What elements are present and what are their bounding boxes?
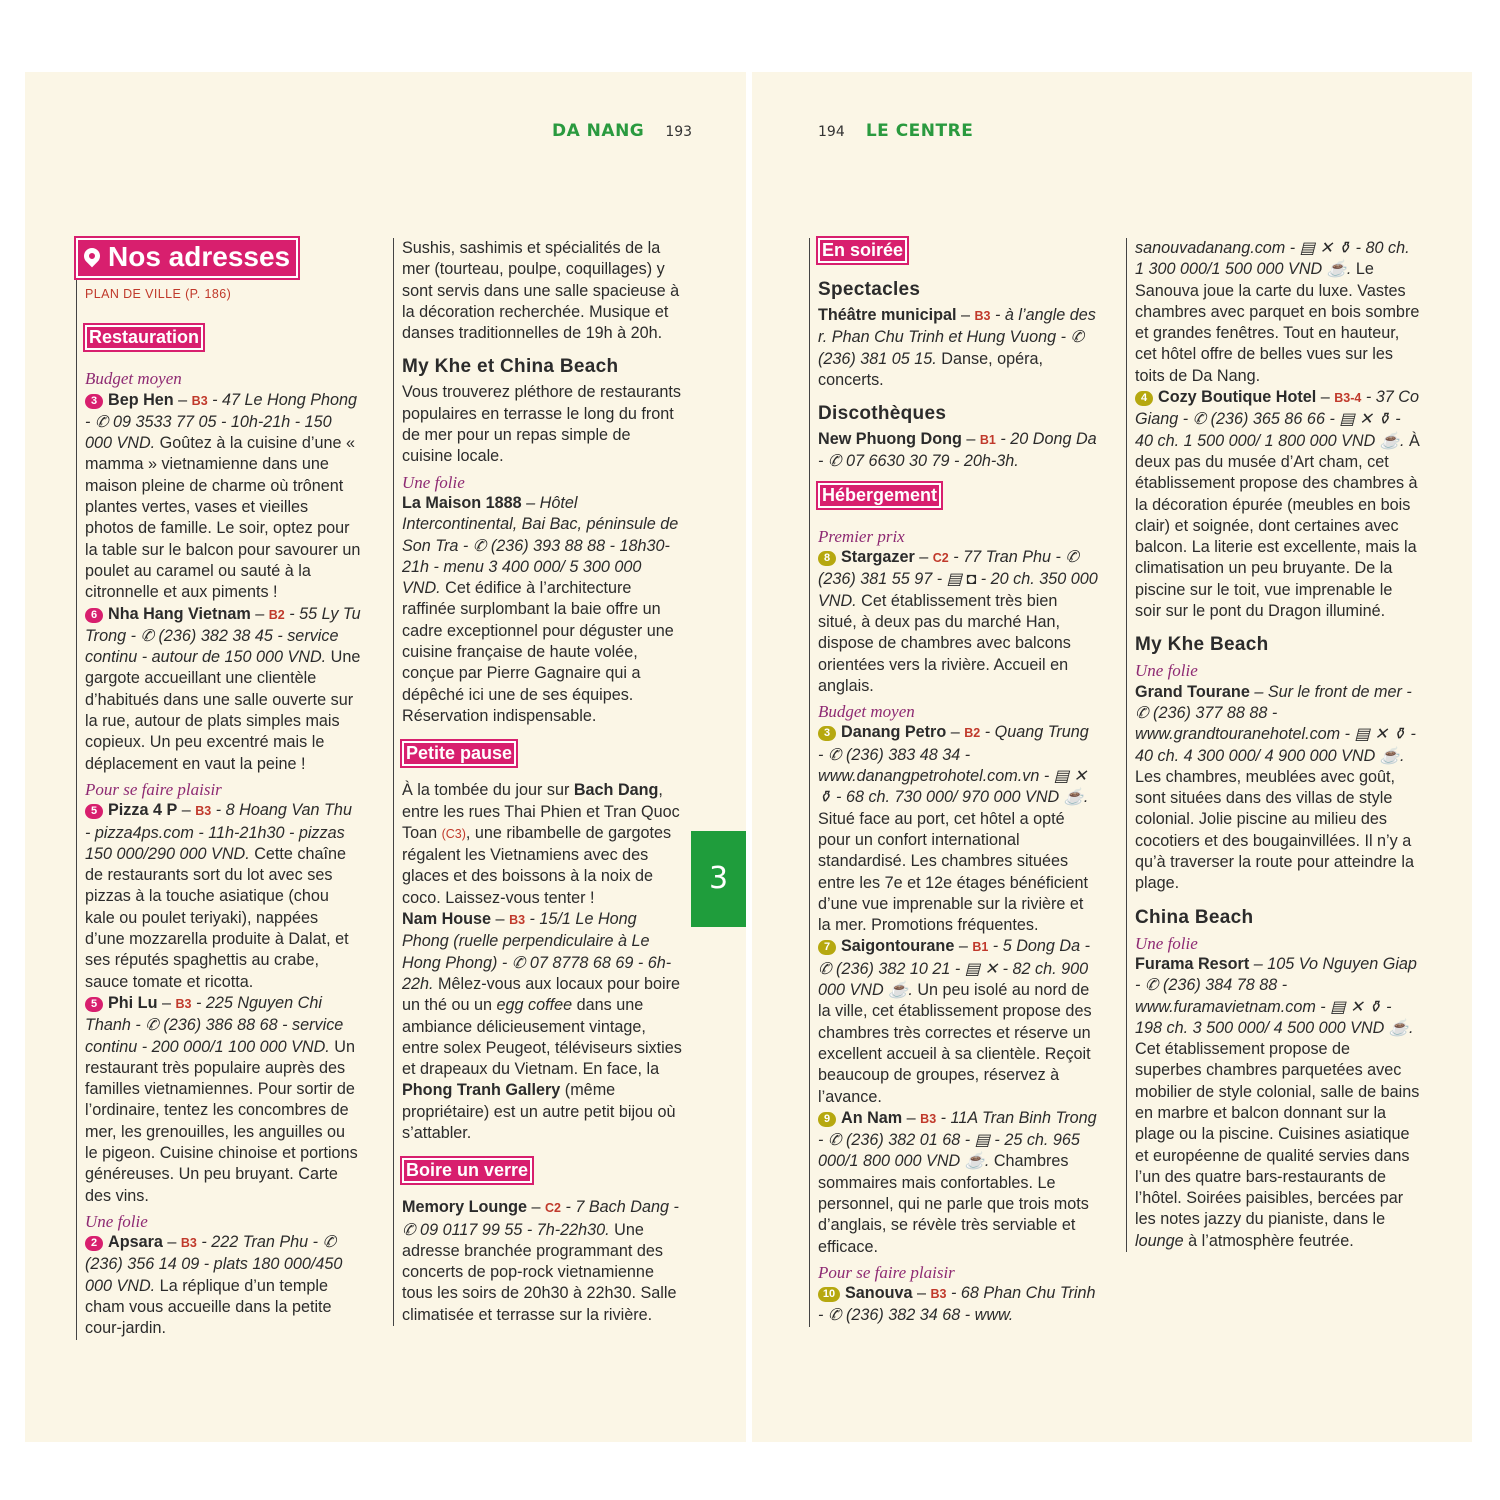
entry-text: Les chambres, meublées avec goût, sont situées dans des villas de style colonial. Jolie piscine au milieu des cocotiers et des bougainvillées. Il n’y a qu’à traverser la route pour atteindre la plage. [1135,767,1414,893]
entry-details: - 8 Hoang Van Thu - pizza4ps.com - 11h-21h30 - pizzas 150 000/290 000 VND. [85,801,352,863]
gallery-name: Phong Tranh Gallery [402,1081,561,1100]
entry-sanouva-continued [1135,238,1420,387]
entry-text: (même propriétaire) est un autre petit bijou où s’attabler. [402,1081,676,1142]
entry-details: - 68 Phan Chu Trinh - ✆ (236) 382 34 68 - www. [818,1284,1096,1325]
budget-moyen-label: Budget moyen [818,702,915,722]
entry-name: Saigontourane [841,937,955,956]
pause-text-part: , une ribambelle de gargotes régalent les Vietnamiens avec des glaces et des boissons à la noix de coco. Laissez-vous tenter ! [402,823,672,907]
map-ref: B3 [180,1236,197,1251]
location-pin-icon [81,245,104,268]
entry-pizza-4p: 5 Pizza 4 P – B3 - 8 Hoang Van Thu - pizza4ps.com - 11h-21h30 - pizzas 150 000/290 000 VND. Cette chaîne de restaurants sort du lot avec ses pizzas à la touche asiatique (chou kale ou poulet teriyaki), nappées d’une mozzarella produite à Dalat, et ses réputés spaghettis au crabe, sauce tomate et ricotta. [85,801,352,991]
entry-name: Apsara [108,1233,163,1252]
entry-number-badge: 3 [818,726,836,741]
subhead-my-khe-beach: My Khe Beach [1135,634,1269,656]
entry-apsara: 2 Apsara – B3 - 222 Tran Phu - ✆ (236) 356 14 09 - plats 180 000/450 000 VND. La réplique d’un temple cham vous accueille dans la petite cour-jardin. [85,1233,343,1338]
entry-name: La Maison 1888 [402,493,522,512]
map-ref: C2 [545,1201,561,1216]
entry-number-badge: 9 [818,1112,836,1127]
entry-grand-tourane [1135,682,1420,895]
entry-number-badge: 5 [85,997,103,1012]
entry-text: Chambres sommaires mais confortables. Le personnel, qui ne parle que trois mots d’anglais, se révèle très serviable et efficace. [818,1152,1089,1256]
main-heading-text: Nos adresses [108,241,291,272]
entry-details: - 47 Le Hong Phong - ✆ 09 3533 77 05 - 10h-21h - 150 000 VND. [85,390,358,453]
entry-new-phuong-dong: New Phuong Dong – B1 - 20 Dong Da - ✆ 07 6630 30 79 - 20h-3h. [818,430,1097,471]
entry-details: - Quang Trung - ✆ (236) 383 48 34 - www.danangpetrohotel.com.vn - ▤ ✕ ⚱ - 68 ch. 730 000/ 970 000 VND ☕. [818,723,1089,807]
entry-text: Une gargote accueillant une clientèle d’habitués dans une salle ouverte sur la rue, autour de plats simples mais copieux. Un peu excentré mais le déplacement en vaut la peine ! [85,648,361,773]
pour-se-faire-plaisir-label: Pour se faire plaisir [818,1262,955,1282]
premier-prix-label: Premier prix [818,526,905,546]
entry-number-badge: 7 [818,940,836,955]
left-running-header [552,121,692,141]
entry-name: Théâtre municipal [818,306,957,324]
entry-name: Memory Lounge [402,1198,528,1217]
right-column-2 [1126,238,1420,1252]
entry-details: - 77 Tran Phu - ✆ (236) 381 55 97 - ▤ ◘ - 20 ch. 350 000 VND. [818,548,1098,610]
section-petite-pause: Petite pause [402,741,516,766]
entry-number-badge: 5 [85,804,103,819]
map-ref: B1 [972,940,989,955]
entry-text: Cet établissement très bien situé, à deux pas du marché Han, dispose de chambres avec balcons orientées vers la rivière. Accueil en anglais. [818,591,1071,695]
map-link: PLAN DE VILLE (P. 186) [85,287,232,301]
map-ref: C2 [932,551,949,566]
chapter-tab: 3 [691,831,746,927]
subhead-discotheques: Discothèques [818,403,947,425]
map-ref: (C3) [441,826,466,841]
entry-text: Cette chaîne de restaurants sort du lot avec ses pizzas à la touche asiatique (chou kale ou poulet teriyaki), nappées d’une mozzarella produite à Dalat, et ses réputés spaghettis au crabe, sauce tomate et ricotta. [85,844,349,991]
entry-number-badge: 8 [818,551,836,566]
entry-danang-petro: 3 Danang Petro – B2 - Quang Trung - ✆ (236) 383 48 34 - www.danangpetrohotel.com.vn - ▤ ✕ ⚱ - 68 ch. 730 000/ 970 000 VND ☕. Situé face au port, cet hôtel a opté pour un confort international standardisé. Les chambres situées entre les 7e et 12e étages bénéficient d’une vue imprenable sur la rivière et la mer. Promotions fréquentes. [818,723,1089,935]
entry-nha-hang-vietnam: 6 Nha Hang Vietnam – B2 - 55 Ly Tu Trong - ✆ (236) 382 38 45 - service continu - autour de 150 000 VND. Une gargote accueillant une clientèle d’habitués dans une salle ouverte sur la rue, autour de plats simples mais copieux. Un peu excentré mais le déplacement en vaut la peine ! [85,604,361,773]
entry-text: Mêlez-vous aux locaux pour boire un thé ou un [402,974,681,1015]
map-ref: B3 [920,1111,937,1126]
entry-text: Une adresse branchée programmant des concerts de pop-rock vietnamienne tous les soirs de 20h30 à 22h30. Salle climatisée et terrasse sur la rivière. [402,1220,677,1324]
entry-sanouva: 10 Sanouva – B3 - 68 Phan Chu Trinh - ✆ (236) 382 34 68 - www. [818,1284,1096,1325]
entry-number-badge: 6 [85,608,103,623]
entry-number-badge: 2 [85,1236,103,1251]
entry-text: à l’atmosphère feutrée. [1183,1231,1354,1250]
entry-details: - 222 Tran Phu - ✆ (236) 356 14 09 - plats 180 000/450 000 VND. [85,1233,343,1295]
entry-name: Danang Petro [841,723,947,742]
entry-name: Nam House [402,910,492,929]
entry-details: - 20 Dong Da - ✆ 07 6630 30 79 - 20h-3h. [818,430,1097,471]
entry-theatre-municipal: Théâtre municipal – B3 - à l’angle des r. Phan Chu Trinh et Hung Vuong - ✆ (236) 381 05 15. Danse, opéra, concerts. [818,306,1096,389]
section-en-soiree: En soirée [818,238,907,263]
section-boire-un-verre: Boire un verre [402,1158,532,1183]
entry-name: Bep Hen [108,390,174,409]
entry-details: – Hôtel Intercontinental, Bai Bac, péninsule de Son Tra - ✆ (236) 393 88 88 - 18h30-21h - menu 3 400 000/ 5 300 000 VND. [402,493,679,598]
subhead-spectacles: Spectacles [818,279,921,300]
entry-text: dans une ambiance délicieusement vintage, entre solex Peugeot, téléviseurs sixties et drapeaux du Vietnam. En face, la [402,996,682,1079]
map-ref: B3 [175,996,192,1011]
map-ref: B2 [964,726,981,741]
entry-name: Stargazer [841,548,915,567]
entry-text: Situé face au port, cet hôtel a opté pour un confort international standardisé. Les chambres situées entre les 7e et 12e étages bénéficient d’une vue imprenable sur la rivière et la mer. Promotions fréquentes. [818,809,1088,935]
right-header-title: LE CENTRE [865,121,974,141]
entry-furama-resort [1135,954,1420,1252]
entry-details: - 225 Nguyen Chi Thanh - ✆ (236) 386 88 68 - service continu - 200 000/1 100 000 VND. [85,993,344,1056]
apsara-continued: Sushis, sashimis et spécialités de la mer (tourteau, poulpe, coquillages) y sont servis dans une salle spacieuse à la décoration recherchée. Musique et danses traditionnelles de 19h à 20h. [402,239,680,343]
une-folie-label: Une folie [1135,661,1198,681]
entry-name: Phi Lu [108,993,158,1012]
entry-details: - 15/1 Le Hong Phong (ruelle perpendiculaire à Le Hong Phong) - ✆ 07 8778 68 69 - 6h-22h. [402,910,672,993]
entry-an-nam: 9 An Nam – B3 - 11A Tran Binh Trong - ✆ (236) 382 01 68 - ▤ - 25 ch. 965 000/1 800 000 VND ☕. Chambres sommaires mais confortables. Le personnel, qui ne parle que trois mots d’anglais, se révèle très serviable et efficace. [818,1108,1097,1256]
entry-name: Grand Tourane [1135,682,1250,701]
entry-number-badge: 3 [85,394,103,409]
map-ref: B3-4 [1334,391,1362,406]
entry-details: - 7 Bach Dang - ✆ 09 0117 99 55 - 7h-22h30. [402,1198,679,1239]
egg-coffee-term: egg coffee [496,996,573,1015]
entry-details: – Sur le front de mer - ✆ (236) 377 88 88 - www.grandtouranehotel.com - ▤ ✕ ⚱ - 40 ch. 4 300 000/ 4 900 000 VND ☕. [1135,682,1416,765]
map-ref: B3 [930,1287,947,1302]
entry-name: An Nam [841,1108,903,1127]
pour-se-faire-plaisir-label: Pour se faire plaisir [85,779,222,799]
entry-name: Nha Hang Vietnam [108,604,251,623]
entry-text: La réplique d’un temple cham vous accueille dans la petite cour-jardin. [85,1276,332,1338]
entry-details: sanouvadanang.com - ▤ ✕ ⚱ - 80 ch. 1 300 000/1 500 000 VND ☕. [1135,239,1410,279]
my-khe-text: Vous trouverez pléthore de restaurants populaires en terrasse le long du front de mer pour un repas simple de cuisine locale. [402,383,681,466]
entry-saigontourane: 7 Saigontourane – B1 - 5 Dong Da - ✆ (236) 382 10 21 - ▤ ✕ - 82 ch. 900 000 VND ☕. Un peu isolé au nord de la ville, cet établissement propose des chambres très correctes et réserve un excellent accueil à sa clientèle. Reçoit beaucoup de groupes, réservez à l’avance. [818,937,1092,1106]
left-page-number: 193 [665,124,693,140]
entry-details: - 37 Co Giang - ✆ (236) 365 86 66 - ▤ ✕ ⚱ - 40 ch. 1 500 000/ 1 800 000 VND ☕. [1135,388,1419,450]
map-ref: B2 [268,607,285,622]
budget-moyen-label: Budget moyen [85,369,182,389]
entry-details: - 11A Tran Binh Trong - ✆ (236) 382 01 68 - ▤ - 25 ch. 965 000/1 800 000 VND ☕. [818,1108,1097,1171]
bach-dang-name: Bach Dang [573,781,659,800]
entry-number-badge: 10 [818,1287,840,1302]
entry-memory-lounge: Memory Lounge – C2 - 7 Bach Dang - ✆ 09 0117 99 55 - 7h-22h30. Une adresse branchée programmant des concerts de pop-rock vietnamienne tous les soirs de 20h30 à 22h30. Salle climatisée et terrasse sur la rivière. [402,1198,679,1324]
lounge-term: lounge [1135,1231,1184,1250]
entry-text: Danse, opéra, concerts. [818,349,1043,389]
entry-text: Un restaurant très populaire auprès des familles vietnamiennes. Pour sortir de l’ordinaire, tentez les concombres de mer, les grenouilles, les anguilles ou le pigeon. Cuisine chinoise et portions généreuses. Un peu bruyant. Carte des vins. [85,1037,358,1205]
entry-text: Cet établissement propose de superbes chambres parquetées avec mobilier de style colonial, salle de bains en marbre et balcon donnant sur la plage ou la piscine. Cuisines asiatique et européenne de qualité servies dans l’un des quatre bars-restaurants de l’hôtel. Soirées paisibles, bercées par les notes jazzy du pianiste, dans le [1135,1040,1420,1229]
section-restauration: Restauration [85,325,203,350]
une-folie-label: Une folie [85,1211,148,1231]
entry-name: Cozy Boutique Hotel [1158,388,1317,407]
subhead-my-khe-china-beach: My Khe et China Beach [402,356,619,378]
entry-name: New Phuong Dong [818,430,962,449]
entry-text: Le Sanouva joue la carte du luxe. Vastes chambres avec parquet en bois sombre et grandes fenêtres. Tout en hauteur, cet hôtel offre de belles vues sur les toits de Da Nang. [1135,260,1420,385]
entry-cozy-boutique-hotel: 4 Cozy Boutique Hotel – B3-4 - 37 Co Giang - ✆ (236) 365 86 66 - ▤ ✕ ⚱ - 40 ch. 1 500 000/ 1 800 000 VND ☕. À deux pas du musée d’Art cham, cet établissement propose des chambres à la décoration épurée (meubles en bois clair) et soignée, dont certaines avec balcon. La literie est excellente, mais la climatisation un peu bruyante. De la piscine sur le toit, vue imprenable le soir sur le pont du Dragon illuminé. [1135,388,1420,621]
left-column-1 [76,238,361,1340]
entry-details: - 5 Dong Da - ✆ (236) 382 10 21 - ▤ ✕ - 82 ch. 900 000 VND ☕. [818,937,1090,1000]
pause-text-part: , entre les rues Thai Phien et Tran Quoc Toan [402,781,680,842]
right-page-number: 194 [818,124,845,140]
map-ref: B3 [509,913,526,928]
main-heading [76,238,298,278]
right-running-header [818,121,973,141]
entry-text: Cet édifice à l’architecture raffinée surplombant la baie offre un cadre exceptionnel pour déguster une cuisine française de haute volée, conçue par Pierre Gagnaire qui a dépêché ici une de ses équipes. Réservation indispensable. [402,579,674,725]
entry-details: - à l’angle des r. Phan Chu Trinh et Hung Vuong - ✆ (236) 381 05 15. [818,306,1096,368]
section-hebergement: Hébergement [818,483,941,508]
map-ref: B1 [979,433,996,448]
entry-name: Sanouva [845,1284,913,1303]
entry-name: Furama Resort [1135,954,1250,973]
entry-details: - 55 Ly Tu Trong - ✆ (236) 382 38 45 - service continu - autour de 150 000 VND. [85,604,361,667]
left-col1-body [76,278,361,1340]
entry-text: Goûtez à la cuisine d’une « mamma » vietnamienne dans une maison pleine de charme où trônent plantes vertes, vases et vieilles photos de famille. Le soir, optez pour la table sur le balcon pour savourer un poulet au caramel ou sauté à la citronnelle et aux piments ! [85,434,361,602]
entry-number-badge: 4 [1135,391,1153,406]
right-column-1 [809,238,1098,1327]
une-folie-label-2: Une folie [402,472,465,492]
entry-bep-hen: 3 Bep Hen – B3 - 47 Le Hong Phong - ✆ 09 3533 77 05 - 10h-21h - 150 000 VND. Goûtez à la cuisine d’une « mamma » vietnamienne dans une maison pleine de charme où trônent plantes vertes, vases et vieilles photos de famille. Le soir, optez pour la table sur le balcon pour savourer un poulet au caramel ou sauté à la citronnelle et aux piments ! [85,390,361,602]
petite-pause-text [402,780,684,909]
entry-text: Un peu isolé au nord de la ville, cet établissement propose des chambres très correctes et réserve un excellent accueil à sa clientèle. Reçoit beaucoup de groupes, réservez à l’avance. [818,981,1092,1106]
entry-details: – 105 Vo Nguyen Giap - ✆ (236) 384 78 88 - www.furamavietnam.com - ▤ ✕ ⚱ - 198 ch. 3 500 000/ 4 500 000 VND ☕. [1135,954,1417,1037]
map-ref: B3 [191,393,208,408]
une-folie-label-2: Une folie [1135,933,1198,953]
map-ref: B3 [195,804,212,819]
subhead-china-beach: China Beach [1135,906,1254,928]
left-column-2 [393,238,684,1326]
map-ref: B3 [974,309,991,323]
entry-nam-house: Nam House – B3 - 15/1 Le Hong Phong (ruelle perpendiculaire à Le Hong Phong) - ✆ 07 8778 68 69 - 6h-22h. Mêlez-vous aux locaux pour boire un thé ou un egg coffee dans une ambiance délicieusement vintage, entre solex Peugeot, téléviseurs sixties et drapeaux du Vietnam. En face, la Phong Tranh Gallery (même propriétaire) est un autre petit bijou où s’attabler. [402,910,682,1142]
entry-text: À deux pas du musée d’Art cham, cet établissement propose des chambres à la décoration épurée (meubles en bois clair) et soignée, dont certaines avec balcon. La literie est excellente, mais la climatisation un peu bruyante. De la piscine sur le toit, vue imprenable le soir sur le pont du Dragon illuminé. [1135,431,1420,621]
entry-name: Pizza 4 P [108,801,178,820]
left-header-title: DA NANG [552,121,645,141]
pause-text-part: À la tombée du jour sur [402,781,574,800]
entry-stargazer: 8 Stargazer – C2 - 77 Tran Phu - ✆ (236) 381 55 97 - ▤ ◘ - 20 ch. 350 000 VND. Cet établissement très bien situé, à deux pas du marché Han, dispose de chambres avec balcons orientées vers la rivière. Accueil en anglais. [818,548,1098,695]
entry-la-maison-1888 [402,493,684,727]
entry-phi-lu: 5 Phi Lu – B3 - 225 Nguyen Chi Thanh - ✆ (236) 386 88 68 - service continu - 200 000/1 100 000 VND. Un restaurant très populaire auprès des familles vietnamiennes. Pour sortir de l’ordinaire, tentez les concombres de mer, les grenouilles, les anguilles ou le pigeon. Cuisine chinoise et portions généreuses. Un peu bruyant. Carte des vins. [85,993,358,1205]
